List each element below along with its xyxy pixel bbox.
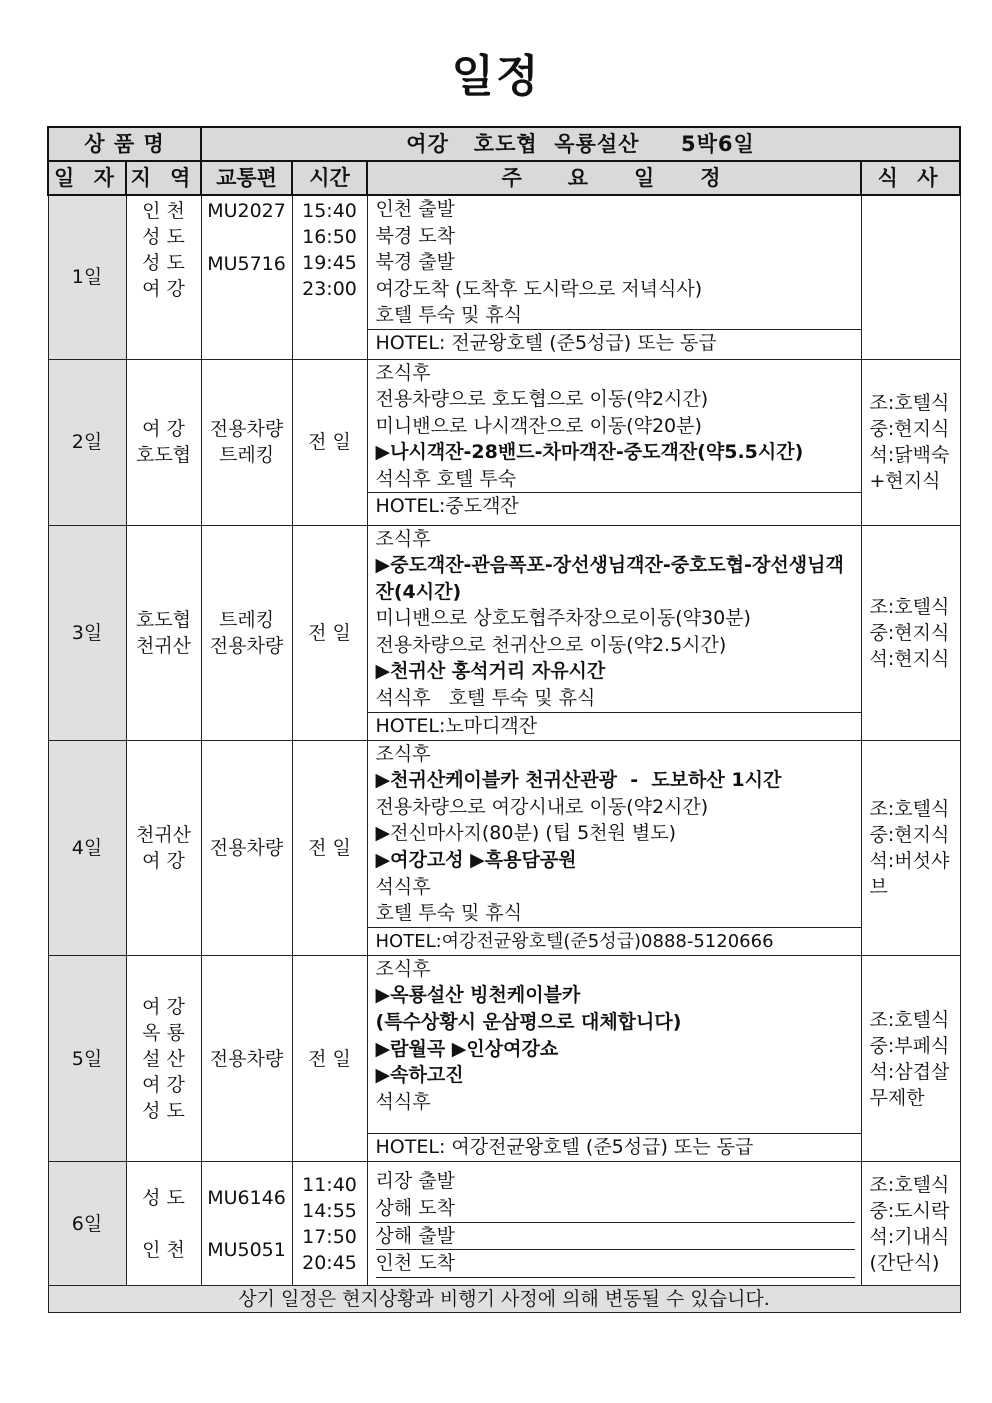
time: 23:00 — [302, 278, 357, 300]
meal: 브 — [869, 875, 888, 898]
schedule-line: 미니밴으로 나시객잔으로 이동(약20분) — [375, 414, 702, 437]
region: 설 산 — [142, 1047, 185, 1070]
schedule-line: ▶속하고진 — [375, 1064, 464, 1087]
meal: (간단식) — [869, 1251, 940, 1274]
schedule-line: 석식후 호텔 투숙 — [375, 467, 517, 490]
time: 14:55 — [302, 1199, 357, 1222]
meal: 중:현지식 — [869, 418, 950, 440]
col-main-header: 주 요 일 정 — [367, 161, 861, 195]
day-row-1 — [48, 195, 960, 359]
flight-number: MU5051 — [207, 1238, 286, 1261]
flight-number: MU5716 — [207, 253, 286, 275]
day-label: 5일 — [48, 955, 126, 1162]
hotel-info: HOTEL: 여강전균왕호텔 (준5성급) 또는 동급 — [368, 1133, 861, 1161]
schedule-line: 석식후 — [375, 875, 431, 898]
col-region-header: 지 역 — [126, 161, 201, 195]
region: 여 강 — [142, 995, 185, 1018]
meal: 중:도시락 — [869, 1199, 950, 1222]
region: 여 강 — [142, 849, 185, 872]
flight-number: MU6146 — [207, 1186, 286, 1209]
time: 전 일 — [308, 431, 351, 453]
footnote: 상기 일정은 현지상황과 비행기 사정에 의해 변동될 수 있습니다. — [48, 1286, 960, 1313]
schedule-line: ▶나시객잔-28밴드-차마객잔-중도객잔(약5.5시간) — [375, 441, 804, 464]
schedule-line: 호텔 투숙 및 휴식 — [375, 304, 523, 327]
page-title: 일정 — [451, 51, 541, 102]
schedule-line: 인천 도착 — [376, 1250, 855, 1278]
note-row — [48, 1286, 960, 1313]
day-label: 4일 — [48, 740, 126, 955]
schedule-line: 조식후 — [375, 361, 431, 384]
time: 15:40 — [302, 200, 357, 222]
col-time-header: 시간 — [292, 161, 367, 195]
schedule-cell — [367, 359, 861, 525]
schedule-cell — [367, 525, 861, 740]
meal: 석:현지식 — [869, 647, 950, 670]
region: 천귀산 — [135, 823, 192, 846]
transport: 트레킹 — [218, 608, 275, 631]
meal: 석:버섯샤 — [869, 849, 950, 872]
transport: 트레킹 — [218, 444, 275, 466]
schedule-line: ▶천귀산 홍석거리 자유시간 — [375, 660, 606, 683]
region: 성 도 — [142, 226, 185, 248]
region: 호도협 — [135, 444, 192, 466]
product-value: 여강 호도협 옥룡설산 5박6일 — [201, 127, 960, 161]
schedule-line: 전용차량으로 여강시내로 이동(약2시간) — [375, 795, 709, 818]
meal: 석:삼겹살 — [869, 1060, 950, 1083]
schedule-line: ▶여강고성 ▶흑용담공원 — [375, 849, 577, 872]
schedule-cell — [367, 195, 861, 359]
region: 여 강 — [142, 418, 185, 440]
schedule-line: 여강도착 (도착후 도시락으로 저녁식사) — [375, 277, 703, 300]
time: 20:45 — [302, 1251, 357, 1274]
time: 16:50 — [302, 226, 357, 248]
schedule-line: 미니밴으로 상호도협주차장으로이동(약30분) — [375, 607, 751, 630]
meal: 조:호텔식 — [869, 595, 950, 618]
time: 전 일 — [308, 836, 351, 859]
meal-cell — [861, 359, 960, 525]
schedule-line: 북경 도착 — [375, 224, 455, 247]
product-row — [48, 127, 960, 161]
region: 인 천 — [142, 200, 185, 222]
day-label: 2일 — [48, 359, 126, 525]
schedule-line: 전용차량으로 호도협으로 이동(약2시간) — [375, 388, 709, 411]
flight-number — [202, 277, 292, 304]
col-meal-header: 식 사 — [861, 161, 960, 195]
hotel-info: HOTEL:여강전균왕호텔(준5성급)0888-5120666 — [368, 927, 861, 955]
schedule-line: 인천 출발 — [375, 198, 455, 220]
region: 인 천 — [142, 1238, 185, 1261]
day-row-2 — [48, 359, 960, 525]
transport: 전용차량 — [209, 1047, 284, 1070]
schedule-line: ▶천귀산케이블카 천귀산관광 - 도보하산 1시간 — [375, 769, 782, 792]
region: 옥 룡 — [142, 1021, 185, 1044]
meal: 무제한 — [869, 1086, 925, 1109]
meal: 중:현지식 — [869, 621, 950, 644]
meal-cell — [861, 1162, 960, 1286]
day-row-5 — [48, 955, 960, 1162]
itinerary-table — [47, 126, 961, 1313]
schedule-line: 조식후 — [375, 527, 431, 550]
time: 17:50 — [302, 1225, 357, 1248]
flight-number — [202, 224, 292, 251]
transport: 전용차량 — [209, 836, 284, 859]
day-label: 3일 — [48, 525, 126, 740]
hotel-info: HOTEL:중도객잔 — [368, 492, 861, 520]
meal: 석:닭백숙 — [869, 444, 950, 466]
hotel-info: HOTEL:노마디객잔 — [368, 712, 861, 740]
flight-number: MU2027 — [207, 200, 286, 222]
meal: 조:호텔식 — [869, 797, 950, 820]
meal-cell — [861, 955, 960, 1162]
schedule-line: ▶람월곡 ▶인상여강쇼 — [375, 1037, 559, 1060]
region: 천귀산 — [135, 634, 192, 657]
schedule-line: 북경 출발 — [375, 251, 455, 274]
day-row-4 — [48, 740, 960, 955]
day-row-3 — [48, 525, 960, 740]
region: 호도협 — [135, 608, 192, 631]
region: 여 강 — [142, 278, 185, 300]
region: 성 도 — [142, 252, 185, 274]
meal-cell — [861, 740, 960, 955]
time: 19:45 — [302, 252, 357, 274]
schedule-line: 상해 출발 — [376, 1223, 855, 1251]
day-row-6 — [48, 1162, 960, 1286]
col-day-header: 일 자 — [48, 161, 126, 195]
meal: 중:부페식 — [869, 1034, 950, 1057]
hotel-info: HOTEL: 전균왕호텔 (준5성급) 또는 동급 — [368, 329, 861, 357]
meal-cell — [861, 195, 960, 359]
meal: 석:기내식 — [869, 1225, 950, 1248]
day-label: 1일 — [48, 195, 126, 359]
transport: 전용차량 — [209, 418, 284, 440]
schedule-line: (특수상황시 운삼평으로 대체합니다) — [375, 1011, 682, 1033]
schedule-cell — [367, 955, 861, 1162]
day-label: 6일 — [48, 1162, 126, 1286]
schedule-line: 호텔 투숙 및 휴식 — [375, 902, 523, 925]
column-header-row — [48, 161, 960, 195]
meal: 조:호텔식 — [869, 392, 950, 414]
schedule-cell — [367, 1162, 861, 1286]
schedule-line: 석식후 호텔 투숙 및 휴식 — [375, 687, 596, 710]
product-label: 상 품 명 — [48, 127, 201, 161]
meal: 중:현지식 — [869, 823, 950, 846]
region: 여 강 — [142, 1073, 185, 1096]
meal: 조:호텔식 — [869, 1173, 950, 1196]
schedule-line: ▶옥룡설산 빙천케이블카 — [375, 984, 581, 1007]
schedule-line: 조식후 — [375, 742, 431, 765]
region: 성 도 — [142, 1186, 185, 1209]
meal-cell — [861, 525, 960, 740]
transport: 전용차량 — [209, 634, 284, 657]
time: 전 일 — [308, 621, 351, 644]
schedule-line: ▶전신마사지(80분) (팁 5천원 별도) — [375, 822, 677, 845]
schedule-line: 리장 출발 — [375, 1170, 455, 1193]
time: 11:40 — [302, 1173, 357, 1196]
region: 성 도 — [142, 1099, 185, 1122]
schedule-line: 석식후 — [375, 1090, 431, 1113]
col-transport-header: 교통편 — [201, 161, 292, 195]
schedule-line: 상해 도착 — [376, 1195, 855, 1223]
schedule-line: 전용차량으로 천귀산으로 이동(약2.5시간) — [375, 633, 727, 656]
time: 전 일 — [308, 1047, 351, 1070]
schedule-cell — [367, 740, 861, 955]
schedule-line: 조식후 — [375, 957, 431, 980]
meal: +현지식 — [869, 470, 941, 492]
schedule-line: ▶중도객잔-관음폭포-장선생님객잔-중호도협-장선생님객잔(4시간) — [375, 554, 844, 603]
meal: 조:호텔식 — [869, 1008, 950, 1031]
